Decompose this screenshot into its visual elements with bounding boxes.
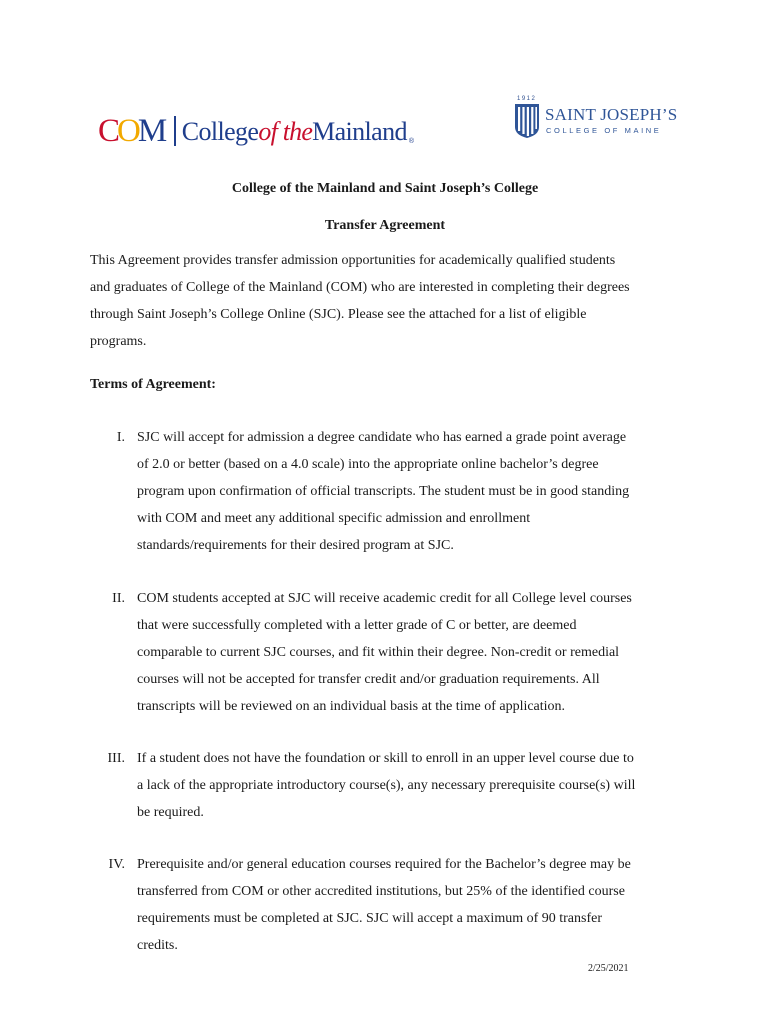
footer-date: 2/25/2021 [588, 963, 629, 974]
term-line: be required. [137, 805, 204, 820]
term-numeral: III. [107, 751, 125, 766]
com-logo-name: Collegeof theMainland [181, 117, 407, 146]
intro-line: and graduates of College of the Mainland (COM) who are interested in completing their degrees [90, 280, 630, 295]
term-numeral: II. [112, 591, 125, 606]
term-line: SJC will accept for admission a degree candidate who has earned a grade point average [137, 430, 627, 445]
document-subtitle: Transfer Agreement [324, 218, 446, 233]
intro-paragraph [90, 247, 690, 355]
intro-line: programs. [90, 334, 147, 349]
document-title: College of the Mainland and Saint Joseph’s College [231, 181, 539, 196]
registered-mark: ® [408, 137, 415, 145]
term-text [137, 585, 697, 720]
term-line: standards/requirements for their desired program at SJC. [137, 538, 454, 553]
term-numeral: IV. [108, 857, 125, 872]
term-text [137, 424, 697, 559]
sjc-shield-icon [514, 103, 540, 139]
sjc-founding-year: 1912 [517, 96, 537, 102]
term-line: transferred from COM or other accredited institutions, but 25% of the identified course [137, 884, 625, 899]
term-line: comparable to current SJC courses, and fit within their degree. Non-credit or remedial [137, 645, 620, 660]
term-line: that were successfully completed with a letter grade of C or better, are deemed [137, 618, 577, 633]
term-line: of 2.0 or better (based on a 4.0 scale) into the appropriate online bachelor’s degree [137, 457, 599, 472]
term-line: courses will not be accepted for transfer credit and/or graduation requirements. All [137, 672, 600, 687]
sjc-logo-name: SAINT JOSEPH’S [545, 105, 678, 124]
com-logo-divider [174, 116, 176, 146]
sjc-logo-subtitle: COLLEGE OF MAINE [546, 126, 662, 135]
term-line: COM students accepted at SJC will receive academic credit for all College level courses [137, 591, 632, 606]
saint-josephs-college-logo [514, 96, 678, 142]
term-line: transcripts will be reviewed on an individual basis at the time of application. [137, 699, 566, 714]
term-line: If a student does not have the foundation or skill to enroll in an upper level course due to [137, 751, 634, 766]
term-line: requirements must be completed at SJC. SJC will accept a maximum of 90 transfer [137, 911, 603, 926]
term-line: Prerequisite and/or general education courses required for the Bachelor’s degree may be [137, 857, 631, 872]
term-line: program upon confirmation of official transcripts. The student must be in good standing [137, 484, 630, 499]
term-text [137, 851, 697, 959]
term-line: a lack of the appropriate introductory course(s), any necessary prerequisite course(s) will [137, 778, 636, 793]
intro-line: This Agreement provides transfer admission opportunities for academically qualified students [90, 253, 616, 268]
term-line: with COM and meet any additional specific admission and enrollment [137, 511, 531, 526]
com-logo-mark: COM [98, 112, 165, 149]
terms-heading: Terms of Agreement: [90, 377, 216, 392]
term-line: credits. [137, 938, 178, 953]
college-of-the-mainland-logo [98, 108, 414, 150]
intro-line: through Saint Joseph’s College Online (SJC). Please see the attached for a list of eligible [90, 307, 587, 322]
term-numeral: I. [116, 430, 125, 445]
term-text [137, 745, 697, 826]
